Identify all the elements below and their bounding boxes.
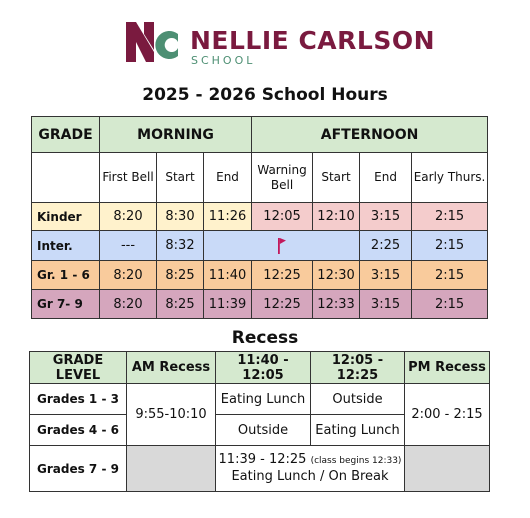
early-thurs-cell: 2:15 bbox=[412, 231, 488, 261]
pm-end-cell: 2:25 bbox=[360, 231, 412, 261]
early-thurs-header: Early Thurs. bbox=[412, 153, 488, 203]
school-logo bbox=[124, 20, 436, 68]
warning-bell-cell: 12:25 bbox=[252, 290, 313, 319]
am-recess-header: AM Recess bbox=[127, 352, 216, 384]
slot-time: 11:39 - 12:25 bbox=[218, 452, 307, 467]
early-thurs-cell: 2:15 bbox=[412, 290, 488, 319]
first-bell-cell: 8:20 bbox=[100, 261, 157, 290]
school-logo-icon bbox=[124, 20, 180, 64]
slot2-cell: Outside bbox=[311, 384, 405, 415]
pm-start-cell: 12:10 bbox=[313, 203, 360, 231]
slot-activity: Eating Lunch / On Break bbox=[231, 469, 389, 484]
school-name: NELLIE CARLSON bbox=[190, 26, 436, 55]
morning-header: MORNING bbox=[100, 117, 252, 153]
grade-cell: Gr. 1 - 6 bbox=[32, 261, 100, 290]
pm-end-cell: 3:15 bbox=[360, 261, 412, 290]
grade-level-header: GRADE LEVEL bbox=[30, 352, 127, 384]
school-subtitle: SCHOOL bbox=[191, 54, 256, 67]
first-bell-cell: 8:20 bbox=[100, 290, 157, 319]
pm-start-header: Start bbox=[313, 153, 360, 203]
grade-level-cell: Grades 4 - 6 bbox=[30, 415, 127, 446]
early-thurs-cell: 2:15 bbox=[412, 261, 488, 290]
warning-bell-header: Warning Bell bbox=[252, 153, 313, 203]
am-end-cell: 11:26 bbox=[204, 203, 252, 231]
red-flag-icon bbox=[277, 237, 287, 255]
grade-level-cell: Grades 7 - 9 bbox=[30, 446, 127, 492]
am-start-cell: 8:32 bbox=[157, 231, 204, 261]
warning-bell-cell: 12:05 bbox=[252, 203, 313, 231]
first-bell-cell: 8:20 bbox=[100, 203, 157, 231]
grade-cell: Kinder bbox=[32, 203, 100, 231]
am-end-cell: 11:40 bbox=[204, 261, 252, 290]
am-end-cell: 11:39 bbox=[204, 290, 252, 319]
afternoon-header: AFTERNOON bbox=[252, 117, 488, 153]
am-recess-time: 9:55-10:10 bbox=[127, 384, 216, 446]
recess-table bbox=[29, 351, 490, 492]
table-row bbox=[32, 203, 488, 231]
slot2-header: 12:05 - 12:25 bbox=[311, 352, 405, 384]
warning-bell-cell: 12:25 bbox=[252, 261, 313, 290]
combined-slot-cell bbox=[216, 446, 405, 492]
grade-level-cell: Grades 1 - 3 bbox=[30, 384, 127, 415]
am-start-cell: 8:25 bbox=[157, 261, 204, 290]
pm-end-cell: 3:15 bbox=[360, 290, 412, 319]
class-begins-note: (class begins 12:33) bbox=[310, 456, 402, 466]
am-start-header: Start bbox=[157, 153, 204, 203]
table-row bbox=[30, 384, 490, 415]
slot2-cell: Eating Lunch bbox=[311, 415, 405, 446]
empty-header-cell bbox=[32, 153, 100, 203]
slot1-cell: Eating Lunch bbox=[216, 384, 311, 415]
grade-cell: Inter. bbox=[32, 231, 100, 261]
table-row bbox=[30, 446, 490, 492]
recess-title: Recess bbox=[231, 328, 299, 348]
pm-start-cell: 12:33 bbox=[313, 290, 360, 319]
midday-cell bbox=[204, 231, 360, 261]
table-row bbox=[32, 290, 488, 319]
grade-header: GRADE bbox=[32, 117, 100, 153]
slot1-cell: Outside bbox=[216, 415, 311, 446]
pm-end-header: End bbox=[360, 153, 412, 203]
first-bell-header: First Bell bbox=[100, 153, 157, 203]
slot1-header: 11:40 - 12:05 bbox=[216, 352, 311, 384]
early-thurs-cell: 2:15 bbox=[412, 203, 488, 231]
pm-recess-header: PM Recess bbox=[405, 352, 490, 384]
am-start-cell: 8:25 bbox=[157, 290, 204, 319]
first-bell-cell: --- bbox=[100, 231, 157, 261]
grade-cell: Gr 7- 9 bbox=[32, 290, 100, 319]
school-hours-table bbox=[31, 116, 488, 319]
empty-gray-cell bbox=[127, 446, 216, 492]
table-row bbox=[32, 231, 488, 261]
pm-start-cell: 12:30 bbox=[313, 261, 360, 290]
am-end-header: End bbox=[204, 153, 252, 203]
table-row bbox=[32, 261, 488, 290]
am-start-cell: 8:30 bbox=[157, 203, 204, 231]
pm-recess-time: 2:00 - 2:15 bbox=[405, 384, 490, 446]
empty-gray-cell bbox=[405, 446, 490, 492]
pm-end-cell: 3:15 bbox=[360, 203, 412, 231]
hours-title: 2025 - 2026 School Hours bbox=[142, 85, 388, 105]
